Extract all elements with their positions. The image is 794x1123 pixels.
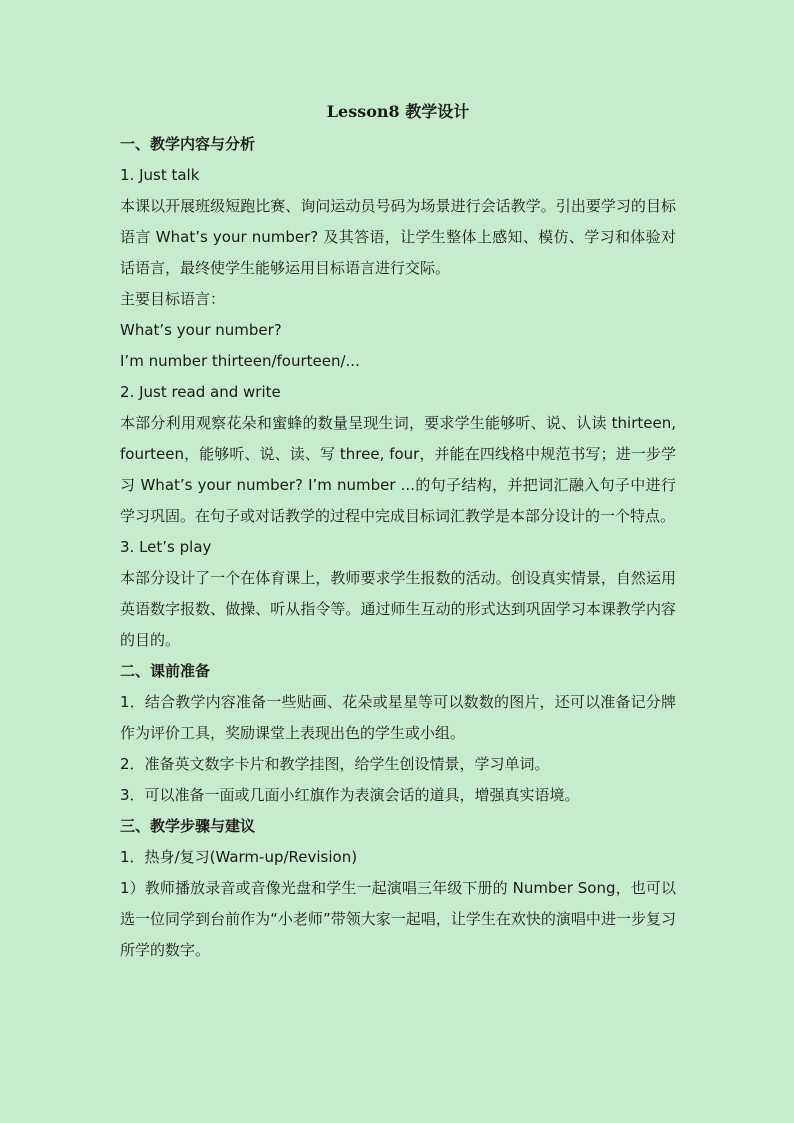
target-language-label: 主要目标语言： bbox=[120, 290, 226, 308]
preparation-item-3: 3．可以准备一面或几面小红旗作为表演会话的道具，增强真实语境。 bbox=[120, 786, 580, 804]
preparation-item-2: 2．准备英文数字卡片和教学挂图，给学生创设情景，学习单词。 bbox=[120, 755, 550, 773]
target-language-line-1: What’s your number? bbox=[120, 321, 282, 339]
section-heading-teaching-steps: 三、教学步骤与建议 bbox=[120, 817, 256, 835]
part-label-just-talk: 1. Just talk bbox=[120, 166, 200, 184]
paragraph-just-talk: 本课以开展班级短跑比赛、询问运动员号码为场景进行会话教学。引出要学习的目标语言 What’s your number? 及其答语，让学生整体上感知、模仿、学习和体验对话语言，最终使学生能够运用目标语言进行交际。 bbox=[120, 197, 676, 277]
warm-up-item-1: 1）教师播放录音或音像光盘和学生一起演唱三年级下册的 Number Song，也可以选一位同学到台前作为“小老师”带领大家一起唱，让学生在欢快的演唱中进一步复习所学的数字。 bbox=[120, 879, 676, 959]
section-heading-content-analysis: 一、教学内容与分析 bbox=[120, 135, 256, 153]
paragraph-read-write: 本部分利用观察花朵和蜜蜂的数量呈现生词，要求学生能够听、说、认读 thirteen, fourteen，能够听、说、读、写 three, four，并能在四线格中规范书写；进一步学习 What’s your number? I’m number ...的句子结构，并把词汇融入句子中进行学习巩固。在句子或对话教学的过程中完成目标词汇教学是本部分设计的一个特点。 bbox=[120, 414, 676, 525]
document-page bbox=[120, 98, 676, 966]
paragraph-lets-play: 本部分设计了一个在体育课上，教师要求学生报数的活动。创设真实情景，自然运用英语数字报数、做操、听从指令等。通过师生互动的形式达到巩固学习本课教学内容的目的。 bbox=[120, 569, 676, 649]
part-label-lets-play: 3. Let’s play bbox=[120, 538, 212, 556]
target-language-line-2: I’m number thirteen/fourteen/... bbox=[120, 352, 360, 370]
part-label-read-write: 2. Just read and write bbox=[120, 383, 281, 401]
section-heading-preparation: 二、课前准备 bbox=[120, 662, 211, 680]
document-title: Lesson8 教学设计 bbox=[326, 102, 470, 121]
preparation-item-1: 1．结合教学内容准备一些贴画、花朵或星星等可以数数的图片，还可以准备记分牌作为评价工具，奖励课堂上表现出色的学生或小组。 bbox=[120, 693, 676, 742]
step-label-warm-up: 1．热身/复习(Warm-up/Revision) bbox=[120, 848, 358, 866]
